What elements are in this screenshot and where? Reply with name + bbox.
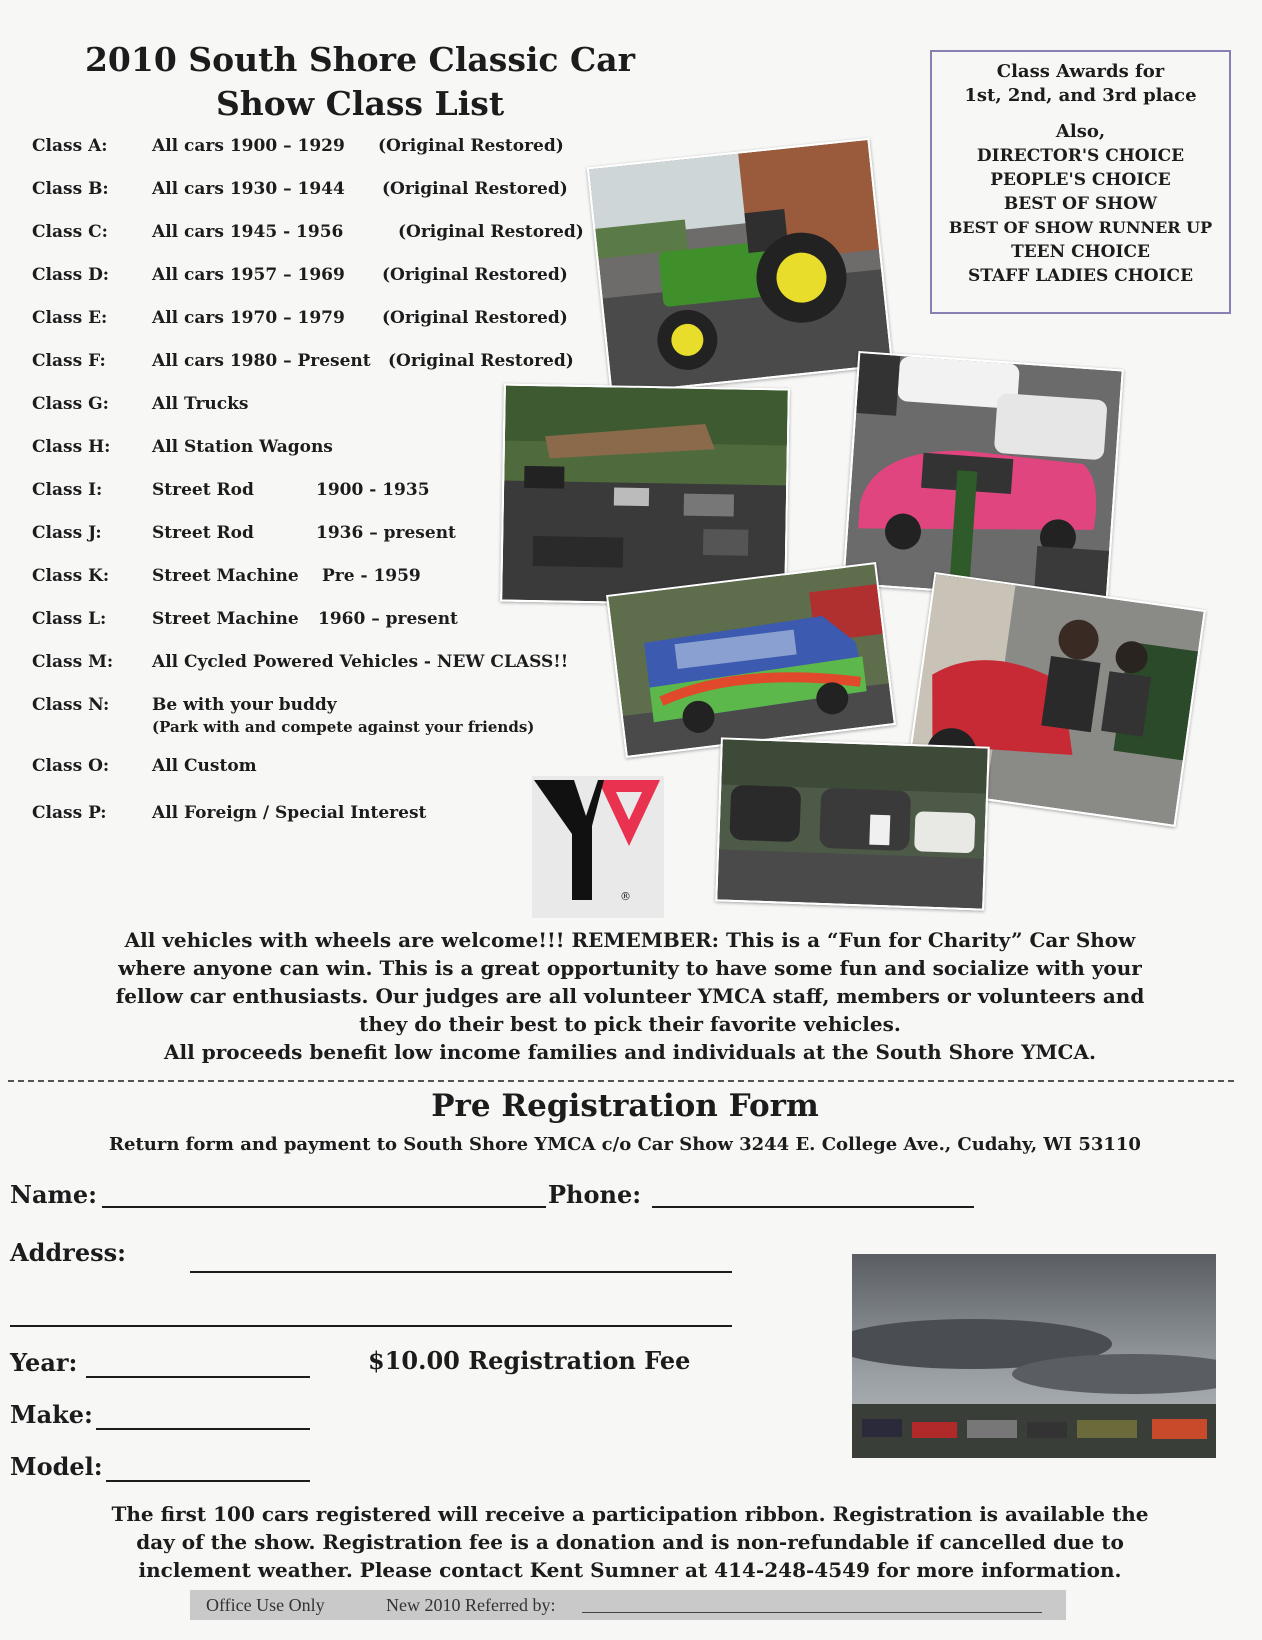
awards-also: Also, (1055, 121, 1106, 142)
award-item: DIRECTOR'S CHOICE (976, 146, 1185, 166)
registration-fee: $10.00 Registration Fee (368, 1346, 691, 1375)
class-note: (Original Restored) (398, 222, 584, 242)
name-label: Name: (10, 1180, 98, 1209)
footer-line: The first 100 cars registered will receive a participation ribbon. Registration is available the (111, 1502, 1149, 1526)
class-id: Class M: (32, 652, 114, 672)
award-item: BEST OF SHOW RUNNER UP (948, 218, 1213, 237)
model-label: Model: (10, 1452, 103, 1481)
class-desc: All Foreign / Special Interest (152, 803, 427, 823)
award-item: STAFF LADIES CHOICE (967, 266, 1194, 286)
class-id: Class N: (32, 695, 110, 715)
class-id: Class O: (32, 756, 110, 776)
address-field-line-2[interactable] (10, 1325, 732, 1327)
class-note: (Original Restored) (382, 265, 568, 285)
footer-line: day of the show. Registration fee is a donation and is non-refundable if cancelled due to (136, 1530, 1124, 1554)
class-desc: All Station Wagons (152, 437, 333, 457)
class-note: 1900 - 1935 (316, 480, 430, 500)
class-note: (Original Restored) (388, 351, 574, 371)
class-desc: All Trucks (152, 394, 249, 414)
class-note: 1936 – present (316, 523, 456, 543)
tractor-photo (587, 138, 893, 395)
make-label: Make: (10, 1400, 93, 1429)
model-field[interactable] (106, 1480, 310, 1482)
trademark-mark: ® (620, 890, 631, 903)
class-desc: All cars 1945 - 1956 (152, 222, 344, 242)
referred-by-label: New 2010 Referred by: (386, 1595, 556, 1615)
class-desc: All Cycled Powered Vehicles - NEW CLASS!! (152, 652, 569, 672)
award-item: TEEN CHOICE (1011, 242, 1150, 262)
class-id: Class L: (32, 609, 107, 629)
year-field[interactable] (86, 1376, 310, 1378)
class-desc: All cars 1957 – 1969 (152, 265, 345, 285)
class-note: 1960 – present (318, 609, 458, 629)
class-subnote: (Park with and compete against your friends) (152, 718, 535, 736)
ymca-logo (532, 776, 664, 918)
awards-box (930, 50, 1231, 314)
pink-car-photo (842, 351, 1124, 603)
pavilion-photo (500, 384, 790, 607)
class-desc: All cars 1970 – 1979 (152, 308, 345, 328)
class-desc: All cars 1930 – 1944 (152, 179, 345, 199)
class-note: (Original Restored) (382, 179, 568, 199)
class-desc: All cars 1980 – Present (152, 351, 371, 371)
name-field[interactable] (102, 1206, 546, 1208)
office-use-bar (190, 1590, 1066, 1620)
form-title: Pre Registration Form (431, 1088, 819, 1124)
ymca-y-shield-icon (532, 776, 664, 918)
awards-line-1: Class Awards for (996, 61, 1165, 82)
intro-line: where anyone can win. This is a great opportunity to have some fun and socialize with your (118, 956, 1142, 980)
phone-field[interactable] (652, 1206, 974, 1208)
class-id: Class P: (32, 803, 107, 823)
class-id: Class A: (32, 136, 108, 156)
class-desc: Street Rod (152, 523, 254, 543)
intro-line: All vehicles with wheels are welcome!!! REMEMBER: This is a “Fun for Charity” Car Show (124, 928, 1136, 952)
footer-line: inclement weather. Please contact Kent Sumner at 414-248-4549 for more information. (138, 1558, 1122, 1582)
class-desc: Street Machine (152, 609, 299, 629)
parking-lot-photo (852, 1254, 1216, 1458)
class-note: Pre - 1959 (322, 566, 421, 586)
footer-note (25, 1500, 1235, 1584)
title-line-1: 2010 South Shore Classic Car (84, 40, 636, 79)
awards-line-2: 1st, 2nd, and 3rd place (964, 85, 1197, 106)
make-field[interactable] (96, 1428, 310, 1430)
class-desc: All cars 1900 – 1929 (152, 136, 345, 156)
class-desc: Be with your buddy (152, 695, 337, 715)
award-item: PEOPLE'S CHOICE (990, 170, 1171, 190)
class-id: Class C: (32, 222, 108, 242)
class-id: Class H: (32, 437, 111, 457)
old-cars-photo (715, 737, 990, 910)
intro-paragraph (30, 926, 1230, 1066)
address-field-line-1[interactable] (190, 1271, 732, 1273)
class-id: Class J: (32, 523, 102, 543)
intro-line: they do their best to pick their favorite vehicles. (359, 1012, 901, 1036)
class-id: Class F: (32, 351, 106, 371)
class-id: Class G: (32, 394, 109, 414)
page-title (40, 38, 680, 126)
award-item: BEST OF SHOW (1003, 194, 1158, 214)
class-desc: Street Rod (152, 480, 254, 500)
class-id: Class E: (32, 308, 108, 328)
cut-line (8, 1080, 1234, 1082)
return-address: Return form and payment to South Shore YMCA c/o Car Show 3244 E. College Ave., Cudahy, WI 53110 (109, 1134, 1141, 1155)
class-id: Class B: (32, 179, 109, 199)
title-line-2: Show Class List (215, 84, 505, 123)
office-use-label: Office Use Only (206, 1595, 325, 1615)
year-label: Year: (10, 1348, 78, 1377)
class-id: Class D: (32, 265, 110, 285)
mystery-van-photo (606, 562, 896, 758)
class-desc: All Custom (152, 756, 257, 776)
intro-line: All proceeds benefit low income families and individuals at the South Shore YMCA. (164, 1040, 1096, 1064)
class-note: (Original Restored) (378, 136, 564, 156)
class-note: (Original Restored) (382, 308, 568, 328)
referred-by-field[interactable] (582, 1612, 1042, 1613)
class-id: Class I: (32, 480, 103, 500)
address-label: Address: (10, 1238, 126, 1267)
class-desc: Street Machine (152, 566, 299, 586)
phone-label: Phone: (548, 1180, 642, 1209)
class-id: Class K: (32, 566, 110, 586)
intro-line: fellow car enthusiasts. Our judges are all volunteer YMCA staff, members or volunteers and (115, 984, 1145, 1008)
